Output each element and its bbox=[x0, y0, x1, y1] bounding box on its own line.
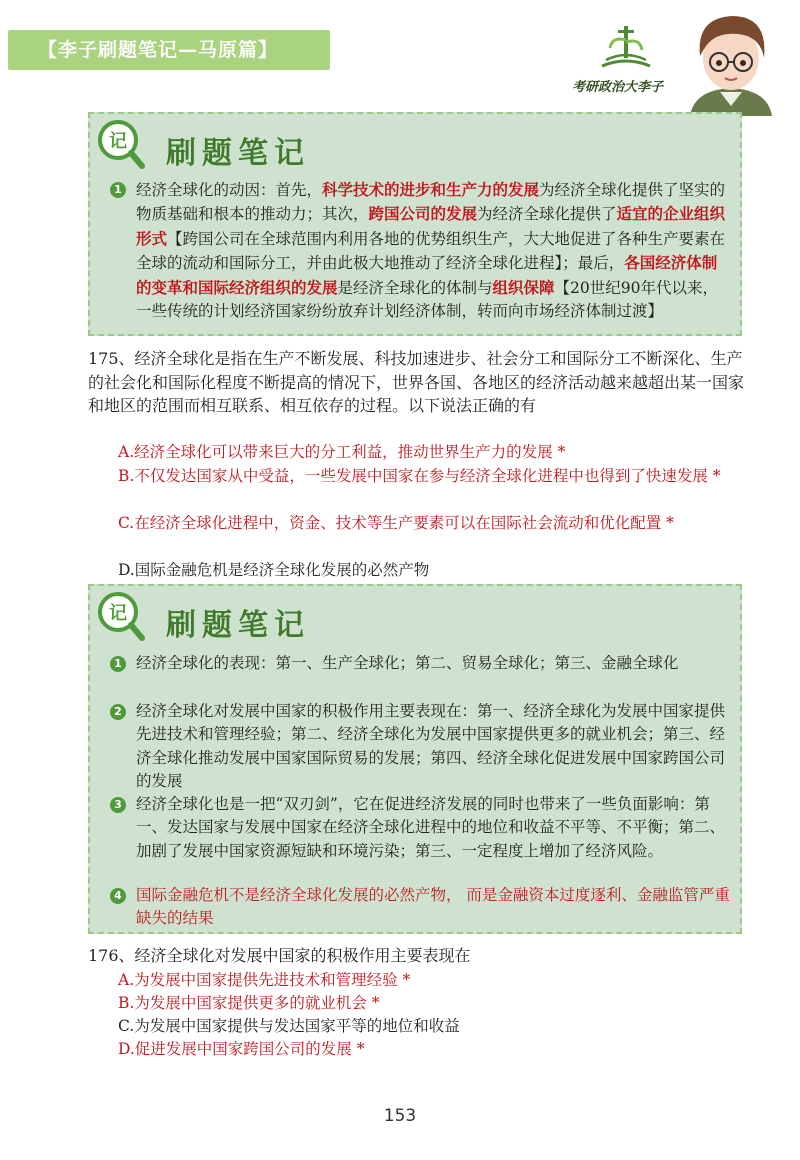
note-item-text: 经济全球化也是一把“双刃剑”，它在促进经济发展的同时也带来了一些负面影响：第一、发达国家与发展中国家在经济全球化进程中的地位和收益不平等、不平衡；第二、加剧了发展中国家资源短缺和环境污染；第三、一定程度上增加了经济风险。 bbox=[136, 795, 726, 860]
option-text: B.为发展中国家提供更多的就业机会 * bbox=[118, 994, 380, 1012]
brand-logo-icon bbox=[598, 20, 654, 70]
note-title: 刷题笔记 bbox=[166, 136, 310, 171]
question-stem-175 bbox=[88, 347, 748, 418]
note-item-text: 国际金融危机不是经济全球化发展的必然产物， 而是金融资本过度逐利、金融监管严重缺失的结果 bbox=[136, 886, 730, 928]
option-text: C.为发展中国家提供与发达国家平等的地位和收益 bbox=[118, 1017, 460, 1035]
option-text: C.在经济全球化进程中，资金、技术等生产要素可以在国际社会流动和优化配置 * bbox=[118, 514, 674, 532]
option-text: A.为发展中国家提供先进技术和管理经验 * bbox=[118, 971, 411, 989]
svg-text:记: 记 bbox=[109, 603, 127, 624]
note-title: 刷题笔记 bbox=[166, 608, 310, 643]
highlight-text: 科学技术的进步和生产力的发展 bbox=[322, 180, 540, 199]
note-item-highlight bbox=[110, 884, 730, 931]
option-text: D.促进发展中国家跨国公司的发展 * bbox=[118, 1040, 365, 1058]
note-item-number: 1 bbox=[110, 656, 126, 672]
note-text-segment: 【跨国公司在全球范围内利用各地的优势组织生产，大大地促进了各种生产要素在全球的流动和国际分工，并由此极大地推动了经济全球化进程】；最后， bbox=[136, 229, 726, 273]
option-d bbox=[118, 559, 744, 583]
note-item bbox=[110, 178, 730, 323]
option-a bbox=[118, 441, 744, 465]
note-item-number: 1 bbox=[110, 182, 126, 198]
note-item-text bbox=[110, 178, 730, 323]
header-title: 【李子刷题笔记—马原篇】 bbox=[38, 39, 279, 61]
note-item-number: 3 bbox=[110, 797, 126, 813]
note-text-segment: 为经济全球化提供了坚实的物质基础和根本的推动力；其次， bbox=[136, 181, 726, 224]
note-item-number: 4 bbox=[110, 888, 126, 904]
note-item bbox=[110, 700, 730, 794]
note-text-segment: 是经济全球化的体制与 bbox=[337, 278, 493, 297]
question-text: 175、经济全球化是指在生产不断发展、科技加速进步、社会分工和国际分工不断深化、生产的社会化和国际化程度不断提高的情况下，世界各国、各地区的经济活动越来越超出某一国家和地区的范围而相互联系、相互依存的过程。以下说法正确的有 bbox=[88, 349, 745, 415]
highlight-text: 各国经济体制的变革和国际经济组织的发展 bbox=[136, 253, 718, 297]
note-text-segment: 【20世纪90年代以来，一些传统的计划经济国家纷纷放弃计划经济体制，转而向市场经济体制过渡】 bbox=[136, 278, 718, 321]
note-item bbox=[110, 793, 730, 863]
note-item-text: 经济全球化对发展中国家的积极作用主要表现在：第一、经济全球化为发展中国家提供先进技术和管理经验；第二、经济全球化为发展中国家提供更多的就业机会；第三、经济全球化推动发展中国家国际贸易的发展；第四、经济全球化促进发展中国家跨国公司的发展 bbox=[136, 702, 726, 791]
option-c bbox=[118, 512, 744, 536]
note-item-text: 经济全球化的表现：第一、生产全球化；第二、贸易全球化；第三、金融全球化 bbox=[136, 654, 679, 672]
note-magnifier-icon bbox=[96, 118, 146, 170]
header-banner bbox=[8, 30, 330, 70]
option-text: B.不仅发达国家从中受益，一些发展中国家在参与经济全球化进程中也得到了快速发展 * bbox=[118, 467, 721, 485]
note-box-1 bbox=[88, 112, 742, 336]
note-item-number: 2 bbox=[110, 704, 126, 720]
note-text-segment: 经济全球化的动因：首先， bbox=[136, 181, 323, 199]
option-b bbox=[118, 992, 744, 1016]
highlight-text: 组织保障 bbox=[492, 277, 555, 297]
note-magnifier-icon bbox=[96, 590, 146, 642]
highlight-text: 适宜的企业组织形式 bbox=[136, 204, 726, 248]
svg-text:记: 记 bbox=[109, 131, 127, 152]
note-text-segment: 为经济全球化提供了 bbox=[477, 205, 617, 224]
note-box-2 bbox=[88, 584, 742, 934]
option-c bbox=[118, 1015, 744, 1039]
brand-name: 考研政治大李子 bbox=[572, 80, 664, 95]
avatar bbox=[676, 6, 786, 116]
note-item bbox=[110, 652, 730, 675]
question-stem-176 bbox=[88, 944, 748, 968]
option-d bbox=[118, 1038, 744, 1062]
option-text: A.经济全球化可以带来巨大的分工利益，推动世界生产力的发展 * bbox=[118, 443, 566, 461]
highlight-text: 跨国公司的发展 bbox=[368, 204, 478, 224]
page-number: 153 bbox=[383, 1106, 417, 1126]
option-b bbox=[118, 465, 744, 489]
option-text: D.国际金融危机是经济全球化发展的必然产物 bbox=[118, 561, 430, 579]
question-text: 176、经济全球化对发展中国家的积极作用主要表现在 bbox=[88, 946, 471, 965]
option-a bbox=[118, 969, 744, 993]
